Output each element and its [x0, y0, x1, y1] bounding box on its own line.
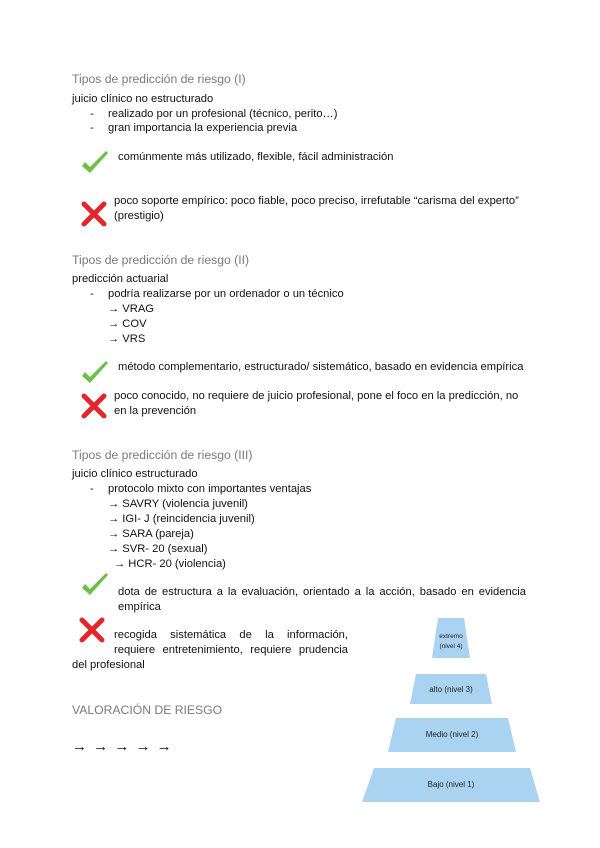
section3-arrow-1: → SAVRY (violencia juvenil): [108, 498, 248, 510]
section3-con-line3: del profesional: [72, 659, 145, 671]
section3-pro-line2: empírica: [118, 601, 161, 613]
pyramid-level-1-label: Bajo (nivel 1): [427, 780, 475, 789]
section2-pro: método complementario, estructurado/ sistemático, basado en evidencia empírica: [118, 361, 524, 373]
section2-arrow-1: → VRAG: [108, 303, 155, 315]
section3-subtitle: juicio clínico estructurado: [72, 468, 198, 480]
pyramid-level-2-label: Medio (nivel 2): [425, 730, 479, 739]
section1-item-2: - gran importancia la experiencia previa: [90, 122, 298, 134]
cross-icon: [78, 616, 106, 644]
section3-arrow-5: → HCR- 20 (violencia): [114, 558, 226, 570]
section2-heading: Tipos de predicción de riesgo (II): [72, 253, 250, 267]
section2-arrow-3: → VRS: [108, 333, 146, 345]
pyramid-level-4-label-2: (nivel 4): [439, 643, 463, 650]
cross-icon: [80, 392, 108, 420]
section3-item-1: - protocolo mixto con importantes ventajas: [90, 483, 312, 495]
section2-con-line2: en la prevención: [114, 405, 197, 417]
section1-pro: comúnmente más utilizado, flexible, fácil administración: [118, 151, 394, 163]
risk-pyramid: [360, 612, 544, 804]
section3-pro-line1: dota de estructura a la evaluación, orientado a la acción, basado en evidencia: [118, 586, 526, 598]
section3-con-line2: requiere entretenimiento, requiere prudencia: [114, 644, 348, 656]
valoracion-arrows: → → → → →: [72, 738, 173, 755]
section1-heading: Tipos de predicción de riesgo (I): [72, 72, 246, 86]
pyramid-level-3-label: alto (nivel 3): [429, 685, 473, 694]
check-icon: [80, 360, 110, 390]
pyramid-level-4-label-1: extremo: [439, 633, 463, 640]
section3-arrow-4: → SVR- 20 (sexual): [108, 543, 208, 555]
section3-con-line1: recogida sistemática de la información,: [114, 629, 348, 641]
section1-con-line1: poco soporte empírico: poco fiable, poco preciso, irrefutable “carisma del experto”: [114, 195, 519, 207]
section2-item-1: - podría realizarse por un ordenador o un técnico: [90, 288, 344, 300]
section2-arrow-2: → COV: [108, 318, 147, 330]
section3-arrow-3: → SARA (pareja): [108, 528, 194, 540]
cross-icon: [80, 200, 108, 228]
check-icon: [80, 572, 110, 602]
section2-subtitle: predicción actuarial: [72, 273, 169, 285]
section3-arrow-2: → IGI- J (reincidencia juvenil): [108, 513, 255, 525]
section3-heading: Tipos de predicción de riesgo (III): [72, 448, 253, 462]
section1-item-1: - realizado por un profesional (técnico, perito…): [90, 108, 338, 120]
section2-con-line1: poco conocido, no requiere de juicio profesional, pone el foco en la predicción, no: [114, 390, 519, 402]
section1-subtitle: juicio clínico no estructurado: [72, 93, 214, 105]
section1-con-line2: (prestigio): [114, 210, 164, 222]
valoracion-heading: VALORACIÓN DE RIESGO: [72, 703, 223, 717]
check-icon: [80, 150, 110, 180]
